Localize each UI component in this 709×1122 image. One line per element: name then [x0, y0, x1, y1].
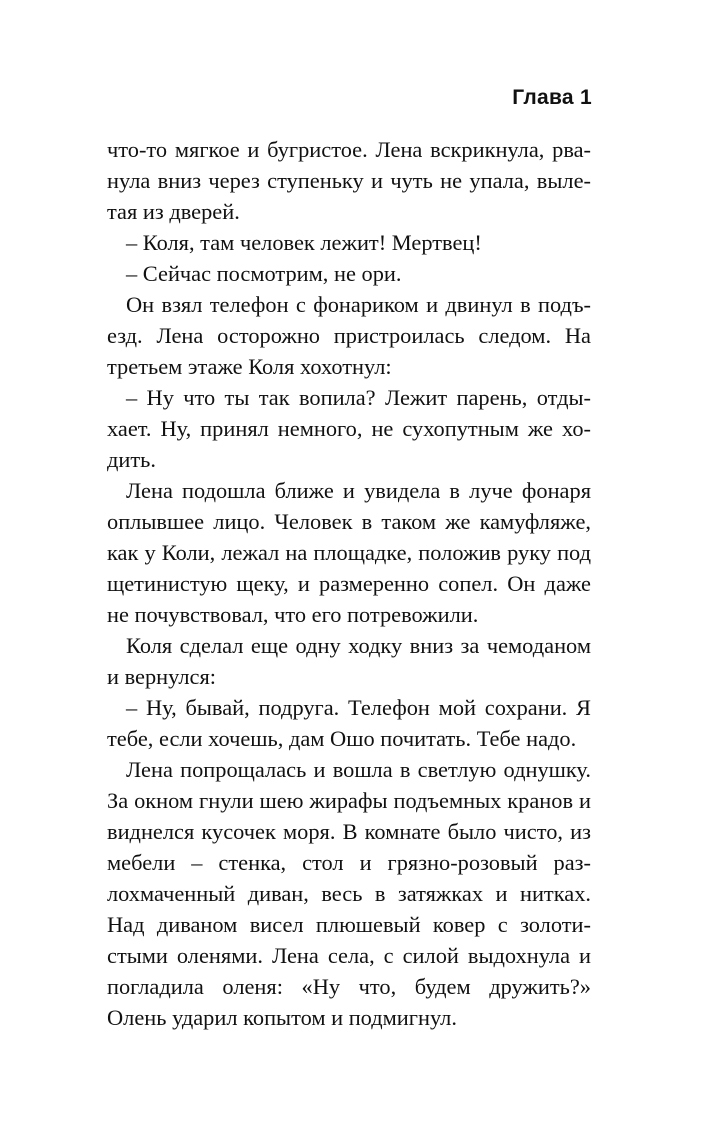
paragraph: Лена подошла ближе и увидела в луче фонаря оплывшее лицо. Человек в таком же камуфляже, как у Коли, лежал на площадке, положив руку под щетинистую щеку, и размеренно сопел. Он даже не почувствовал, что его потревожили. — [107, 478, 591, 627]
paragraph: – Ну, бывай, подруга. Телефон мой сохрани. Я тебе, если хочешь, дам Ошо почитать. Тебе надо. — [107, 695, 591, 751]
paragraph: Он взял телефон с фонариком и двинул в подъезд. Лена осторожно пристроилась следом. На третьем этаже Коля хохотнул: — [107, 292, 591, 379]
body-text — [107, 134, 591, 1033]
paragraph: Коля сделал еще одну ходку вниз за чемоданом и вернулся: — [107, 633, 591, 689]
paragraph: – Коля, там человек лежит! Мертвец! — [126, 230, 482, 255]
paragraph: – Ну что ты так вопила? Лежит парень, отдыхает. Ну, принял немного, не сухопутным же ходить. — [107, 385, 591, 472]
paragraph: Лена попрощалась и вошла в светлую однушку. За окном гнули шею жирафы подъемных кранов и виднелся кусочек моря. В комнате было чисто, из мебели – стенка, стол и грязно-розовый разлохмаченный диван, весь в затяжках и нитках. Над диваном висел плюшевый ковер с золотистыми оленями. Лена села, с силой выдохнула и погладила оленя: «Ну что, будем дружить?» Олень ударил копытом и подмигнул. — [107, 757, 591, 1030]
running-head: Глава 1 — [512, 86, 592, 109]
paragraph: что-то мягкое и бугристое. Лена вскрикнула, рванула вниз через ступеньку и чуть не упала, вылетая из дверей. — [107, 137, 591, 224]
paragraph: – Сейчас посмотрим, не ори. — [126, 261, 402, 286]
